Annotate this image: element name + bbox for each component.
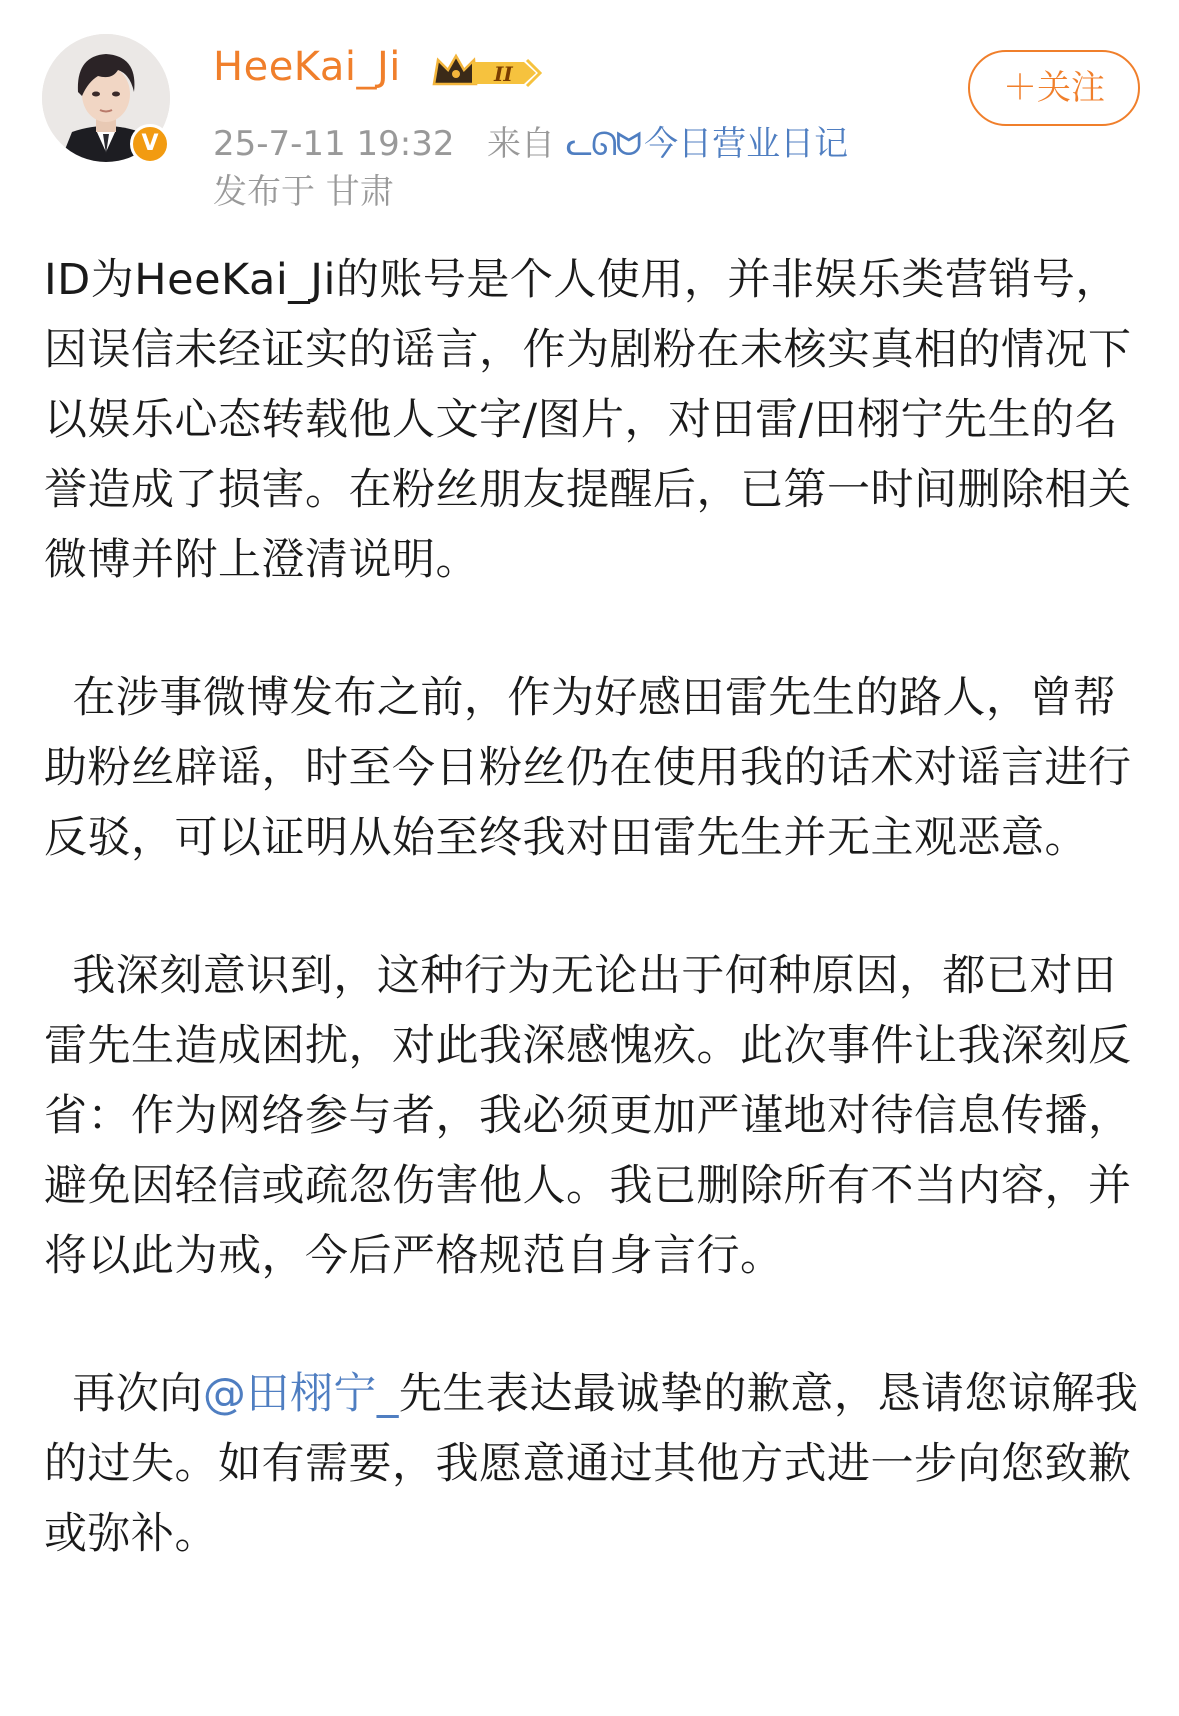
cat-icon: ᓚᘏᗢ <box>565 125 641 163</box>
bottom-fade <box>0 1676 1179 1716</box>
post-paragraph: ID为HeeKai_Ji的账号是个人使用，并非娱乐类营销号，因误信未经证实的谣言，作为剧粉在未核实真相的情况下以娱乐心态转载他人文字/图片，对田雷/田栩宁先生的名誉造成了损害。在粉丝朋友提醒后，已第一时间删除相关微博并附上澄清说明。 <box>44 255 1132 585</box>
username[interactable]: HeeKai_Ji <box>213 44 401 90</box>
post-location: 发布于 甘肃 <box>213 172 394 212</box>
follow-button[interactable]: ＋关注 <box>968 50 1140 126</box>
post-meta <box>213 116 848 165</box>
post-paragraph <box>44 1359 1144 1569</box>
post-header <box>0 0 1179 215</box>
post-paragraph-text: 在涉事微博发布之前，作为好感田雷先生的路人，曾帮助粉丝辟谣，时至今日粉丝仍在使用我的话术对谣言进行反驳，可以证明从始至终我对田雷先生并无主观恶意。 <box>44 673 1132 863</box>
vip-level-text: II <box>494 62 513 86</box>
mention-link[interactable]: @田栩宁_ <box>202 1369 399 1419</box>
post-paragraph <box>44 663 1144 873</box>
post-paragraph-text: 再次向 <box>72 1369 203 1419</box>
post-timestamp: 25-7-11 19:32 <box>213 124 455 164</box>
source-link[interactable] <box>566 124 848 164</box>
post-paragraph <box>44 941 1144 1291</box>
vip-crown-badge-icon[interactable] <box>432 50 542 92</box>
post-paragraph-text: 我深刻意识到，这种行为无论出于何种原因，都已对田雷先生造成困扰，对此我深感愧疚。此次事件让我深刻反省：作为网络参与者，我必须更加严谨地对待信息传播，避免因轻信或疏忽伤害他人。我已删除所有不当内容，并将以此为戒，今后严格规范自身言行。 <box>44 951 1132 1281</box>
post-content <box>44 245 1144 1569</box>
source-prefix: 来自 <box>486 124 555 164</box>
source-name: 今日营业日记 <box>644 124 849 164</box>
post-paragraph-text: 先生表达最诚挚的歉意，恳请您谅解我的过失。如有需要，我愿意通过其他方式进一步向您致歉或弥补。 <box>44 1369 1139 1559</box>
verified-badge-icon: V <box>130 124 170 164</box>
